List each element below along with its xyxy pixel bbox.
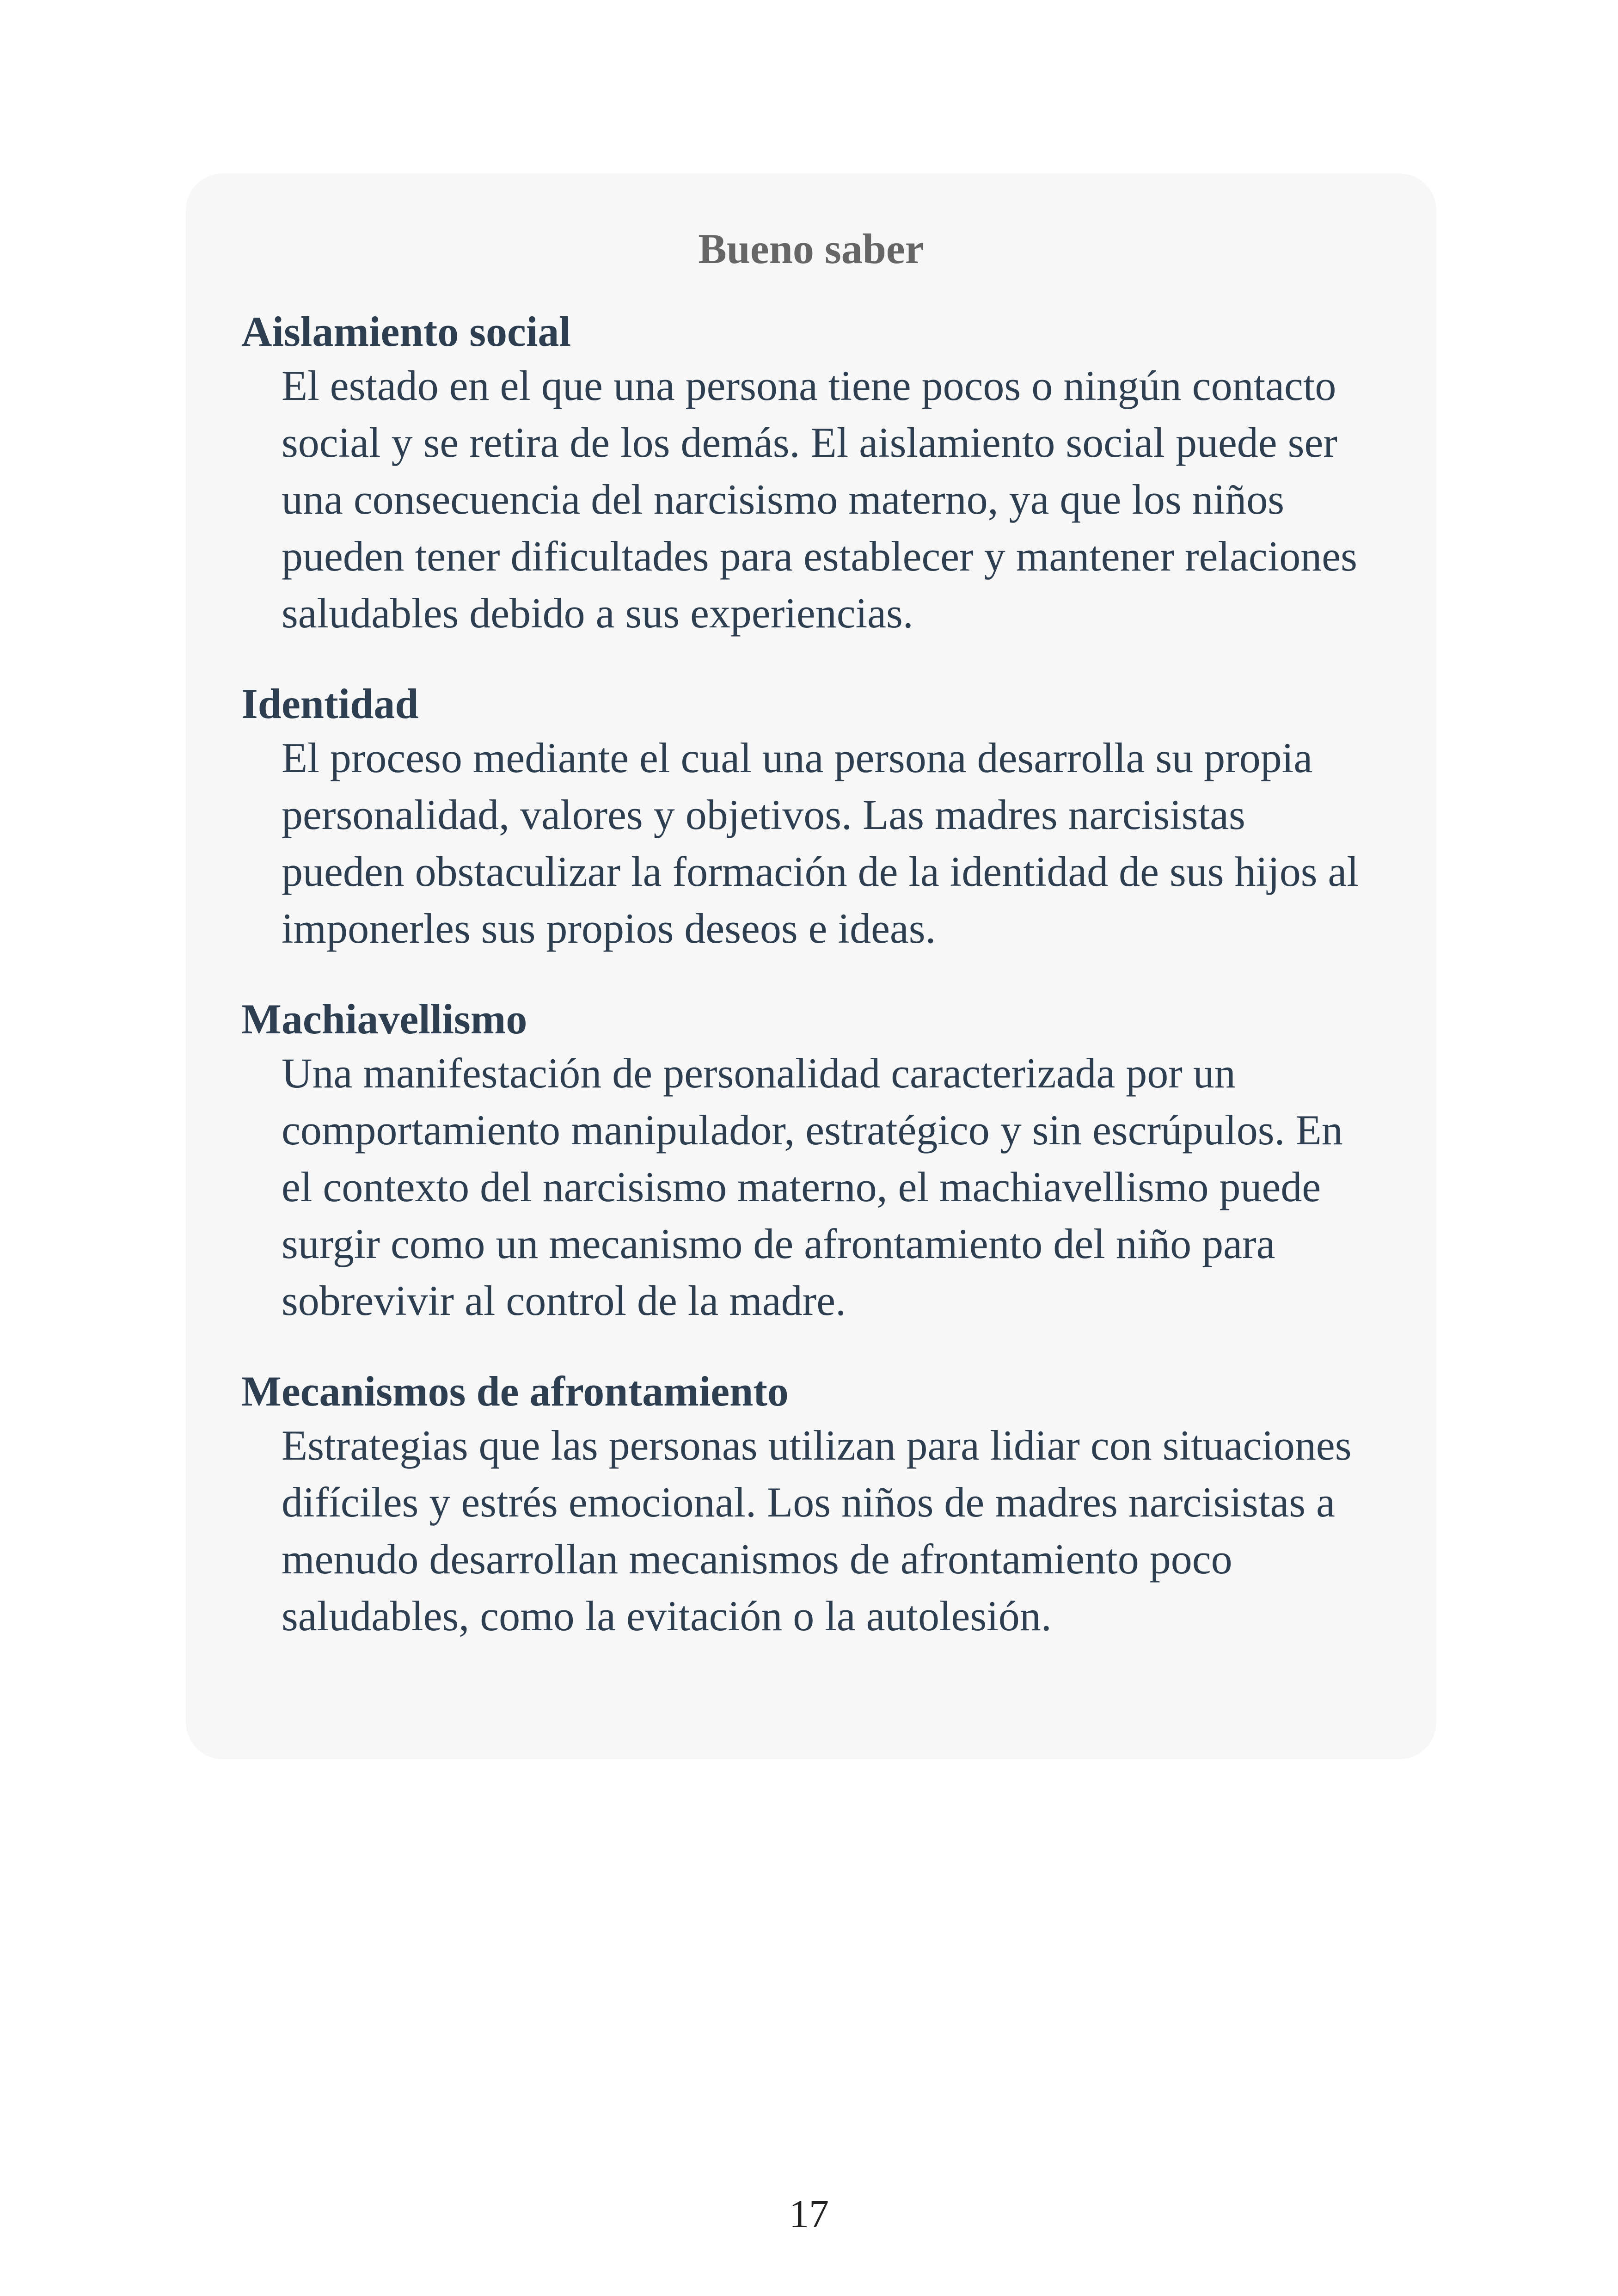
- definition-line: Estrategias que las personas utilizan para lidiar con situaciones: [282, 1422, 1352, 1469]
- glossary-entry: [186, 678, 1436, 957]
- definition-line: pueden obstaculizar la formación de la identidad de sus hijos al: [282, 848, 1359, 895]
- glossary-list: [186, 306, 1436, 1645]
- box-title: Bueno saber: [698, 225, 924, 272]
- definition-line: El estado en el que una persona tiene pocos o ningún contacto: [282, 362, 1336, 409]
- entry-definition: [186, 1417, 1436, 1645]
- definition-line: menudo desarrollan mecanismos de afrontamiento poco: [282, 1535, 1232, 1583]
- glossary-entry: [186, 993, 1436, 1329]
- entry-definition: [186, 1045, 1436, 1329]
- definition-line: el contexto del narcisismo materno, el machiavellismo puede: [282, 1163, 1321, 1210]
- entry-term: Identidad: [241, 680, 419, 727]
- definition-line: imponerles sus propios deseos e ideas.: [282, 905, 936, 952]
- definition-line: pueden tener dificultades para establecer y mantener relaciones: [282, 533, 1357, 580]
- definition-line: sobrevivir al control de la madre.: [282, 1277, 846, 1324]
- definition-line: saludables debido a sus experiencias.: [282, 589, 913, 637]
- definition-line: Una manifestación de personalidad caracterizada por un: [282, 1050, 1236, 1097]
- definition-line: El proceso mediante el cual una persona desarrolla su propia: [282, 734, 1313, 781]
- info-box: [186, 173, 1436, 1759]
- glossary-entry: [186, 306, 1436, 642]
- definition-line: comportamiento manipulador, estratégico y sin escrúpulos. En: [282, 1106, 1343, 1154]
- entry-definition: [186, 357, 1436, 642]
- definition-line: saludables, como la evitación o la autolesión.: [282, 1592, 1052, 1639]
- definition-line: surgir como un mecanismo de afrontamiento del niño para: [282, 1220, 1275, 1267]
- definition-line: una consecuencia del narcisismo materno, ya que los niños: [282, 476, 1285, 523]
- definition-line: difíciles y estrés emocional. Los niños de madres narcisistas a: [282, 1479, 1335, 1526]
- definition-line: social y se retira de los demás. El aislamiento social puede ser: [282, 419, 1337, 466]
- entry-definition: [186, 730, 1436, 957]
- page-number: 17: [789, 2192, 829, 2236]
- definition-line: personalidad, valores y objetivos. Las madres narcisistas: [282, 791, 1245, 838]
- glossary-entry: [186, 1365, 1436, 1645]
- entry-term: Aislamiento social: [241, 308, 571, 355]
- entry-term: Machiavellismo: [241, 995, 527, 1043]
- entry-term: Mecanismos de afrontamiento: [241, 1368, 789, 1415]
